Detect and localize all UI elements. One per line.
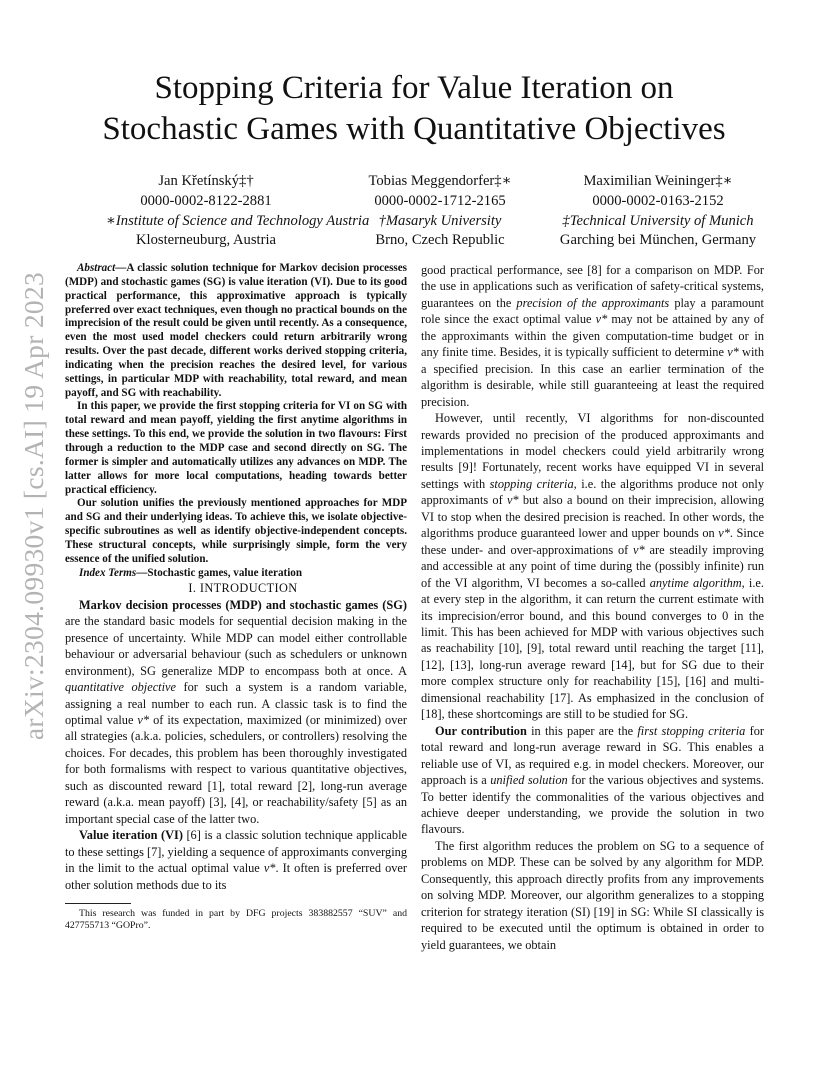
section-heading-introduction: I. INTRODUCTION — [188, 581, 298, 596]
arxiv-stamp-text: arXiv:2304.09930v1 [cs.AI] 19 Apr 2023 — [18, 271, 49, 741]
body-paragraph: The first algorithm reduces the problem on SG to a sequence of problems on MDP. These can be solved by any algorithm for MDP. Consequently, this approach directly profits from any improvements on solving MDP. Moreover, our algorithm generalizes to a stopping criterion for strategy iteration (SI) [19] in SG: While SI classically is required to be executed until the optimum is obtained in order to yield guarantees, we obtain — [421, 838, 764, 952]
abstract — [65, 262, 407, 567]
author-orcid: 0000-0002-0163-2152 — [592, 192, 724, 209]
body-paragraph: However, until recently, VI algorithms for non-discounted rewards provided no precision of the produced approximants and implementations in model checkers could yield arbitrarily wrong results [9]! Fortunately, recent works have equipped VI in several settings with stopping criteria, i.e. the algorithms produce not only approximants of v* but also a bound on their imprecision, allowing VI to stop when the desired precision is reached. In other words, the algorithms produce guaranteed lower and upper bounds on v*. Since these under- and over-approximations of v* are steadily improving and accessible at any point of time during the (possibly infinite) run of the VI algorithm, VI becomes a so-called anytime algorithm, i.e. at every step in the algorithm, it can return the current estimate with its imprecision/error bound, and this bound converges to 0 in the limit. This has been achieved for MDP with various objectives such as reachability [10], [9], total reward until reaching the target [11], [12], [13], long-run average reward [14], but for SG due to their more complex structure only for reachability [15], [16] and multi-dimensional reachability [17]. As emphasized in the conclusion of [18], these shortcomings are still to be studied for SG. — [421, 411, 765, 722]
paper-title — [60, 68, 768, 150]
author-affiliation: ∗Institute of Science and Technology Austria — [106, 212, 370, 229]
abstract-paragraph-1: Abstract—A classic solution technique for Markov decision processes (MDP) and stochastic games (SG) is value iteration (VI). Due to its good practical performance, this approximative approach is typically preferred over exact techniques, even though no practical bounds on the imprecision of the result could be given until recently. As a consequence, even the most used model checkers could return arbitrarily wrong results. Over the past decade, different works derived stopping criteria, indicating when the precision reaches the desired level, for various settings, in particular MDP with reachability, total reward, and mean payoff, and SG with reachability. — [65, 262, 407, 399]
funding-footnote: This research was funded in part by DFG projects 383882557 “SUV” and 427755713 “GOPro”. — [65, 908, 407, 932]
arxiv-identifier-stamp — [18, 258, 50, 754]
body-paragraph: good practical performance, see [8] for a comparison on MDP. For the use in applications such as verification of safety-critical systems, guarantees on the precision of the approximants play a paramount role since the exact optimal value v* may not be attained by any of the approximants within the given computation-time budget or in any finite time. Besides, it is typically sufficient to determine v* with a specified precision. In this case an earlier termination of the algorithm is desirable, while still guaranteeing at least the required precision. — [421, 263, 765, 409]
author-orcid: 0000-0002-1712-2165 — [374, 192, 506, 209]
index-terms: Index Terms—Stochastic games, value iteration — [79, 566, 303, 579]
body-paragraph: Markov decision processes (MDP) and stochastic games (SG) are the standard basic models for sequential decision making in the presence of uncertainty. While MDP can model either controllable behaviour or adversarial behaviour (such as schedulers or unknown environment), SG generalize MDP to encompass both at once. A quantitative objective for such a system is a random variable, assigning a real number to each run. A classic task is to find the optimal value v* of its expectation, maximized (or minimized) over all strategies (a.k.a. policies, schedulers, or controllers) resolving the choices. For decades, this problem has been thoroughly investigated for both formalisms with respect to various quantitative objectives, such as discounted reward [1], total reward [2], long-run average reward (a.k.a. mean payoff) [3], [4], or reachability/safety [5] as an important special case of the latter two. — [65, 597, 407, 826]
author-3 — [543, 172, 773, 251]
right-column — [421, 262, 764, 953]
title-line-1: Stopping Criteria for Value Iteration on — [154, 70, 674, 106]
abstract-paragraph-3: Our solution unifies the previously mentioned approaches for MDP and SG and their underlying ideas. To achieve this, we isolate objective-specific subroutines as well as identify objective-independent concepts. These structural concepts, while surprisingly simple, form the very essence of the unified solution. — [65, 497, 407, 565]
left-column — [65, 262, 407, 932]
footnote-divider — [65, 903, 131, 904]
author-name: Maximilian Weininger‡∗ — [583, 173, 733, 189]
author-location: Garching bei München, Germany — [559, 232, 757, 249]
author-affiliation: †Masaryk University — [378, 212, 502, 229]
author-name: Jan Křetínský‡† — [158, 173, 254, 189]
abstract-lead: Abstract — [77, 262, 116, 274]
body-paragraph: Our contribution in this paper are the first stopping criteria for total reward and long-run average reward in SG. This enables a reliable use of VI, as required e.g. in model checkers. Moreover, our approach is a unified solution for the various objectives and systems. To better identify the commonalities of the various objectives and achieve deeper understanding, we provide the solution in two flavours. — [421, 723, 764, 837]
author-1 — [106, 172, 370, 251]
author-location: Klosterneuburg, Austria — [136, 232, 276, 249]
author-name: Tobias Meggendorfer‡∗ — [368, 173, 512, 189]
author-affiliation: ‡Technical University of Munich — [562, 212, 754, 229]
abstract-paragraph-2: In this paper, we provide the first stopping criteria for VI on SG with total reward and mean payoff, yielding the first anytime algorithms in these settings. To this end, we provide the solution in two flavours: First through a reduction to the MDP case and second directly on SG. The former is simpler and automatically utilizes any advances on MDP. The latter allows for more local computations, heading towards better practical efficiency. — [65, 400, 407, 496]
author-2 — [340, 172, 540, 251]
body-paragraph: Value iteration (VI) [6] is a classic solution technique applicable to these settings [7], yielding a sequence of approximants converging in the limit to the actual optimal value v*. It often is preferred over other solution methods due to its — [65, 828, 408, 892]
title-line-2: Stochastic Games with Quantitative Objectives — [102, 111, 726, 147]
author-location: Brno, Czech Republic — [375, 232, 505, 249]
author-orcid: 0000-0002-8122-2881 — [140, 192, 272, 209]
